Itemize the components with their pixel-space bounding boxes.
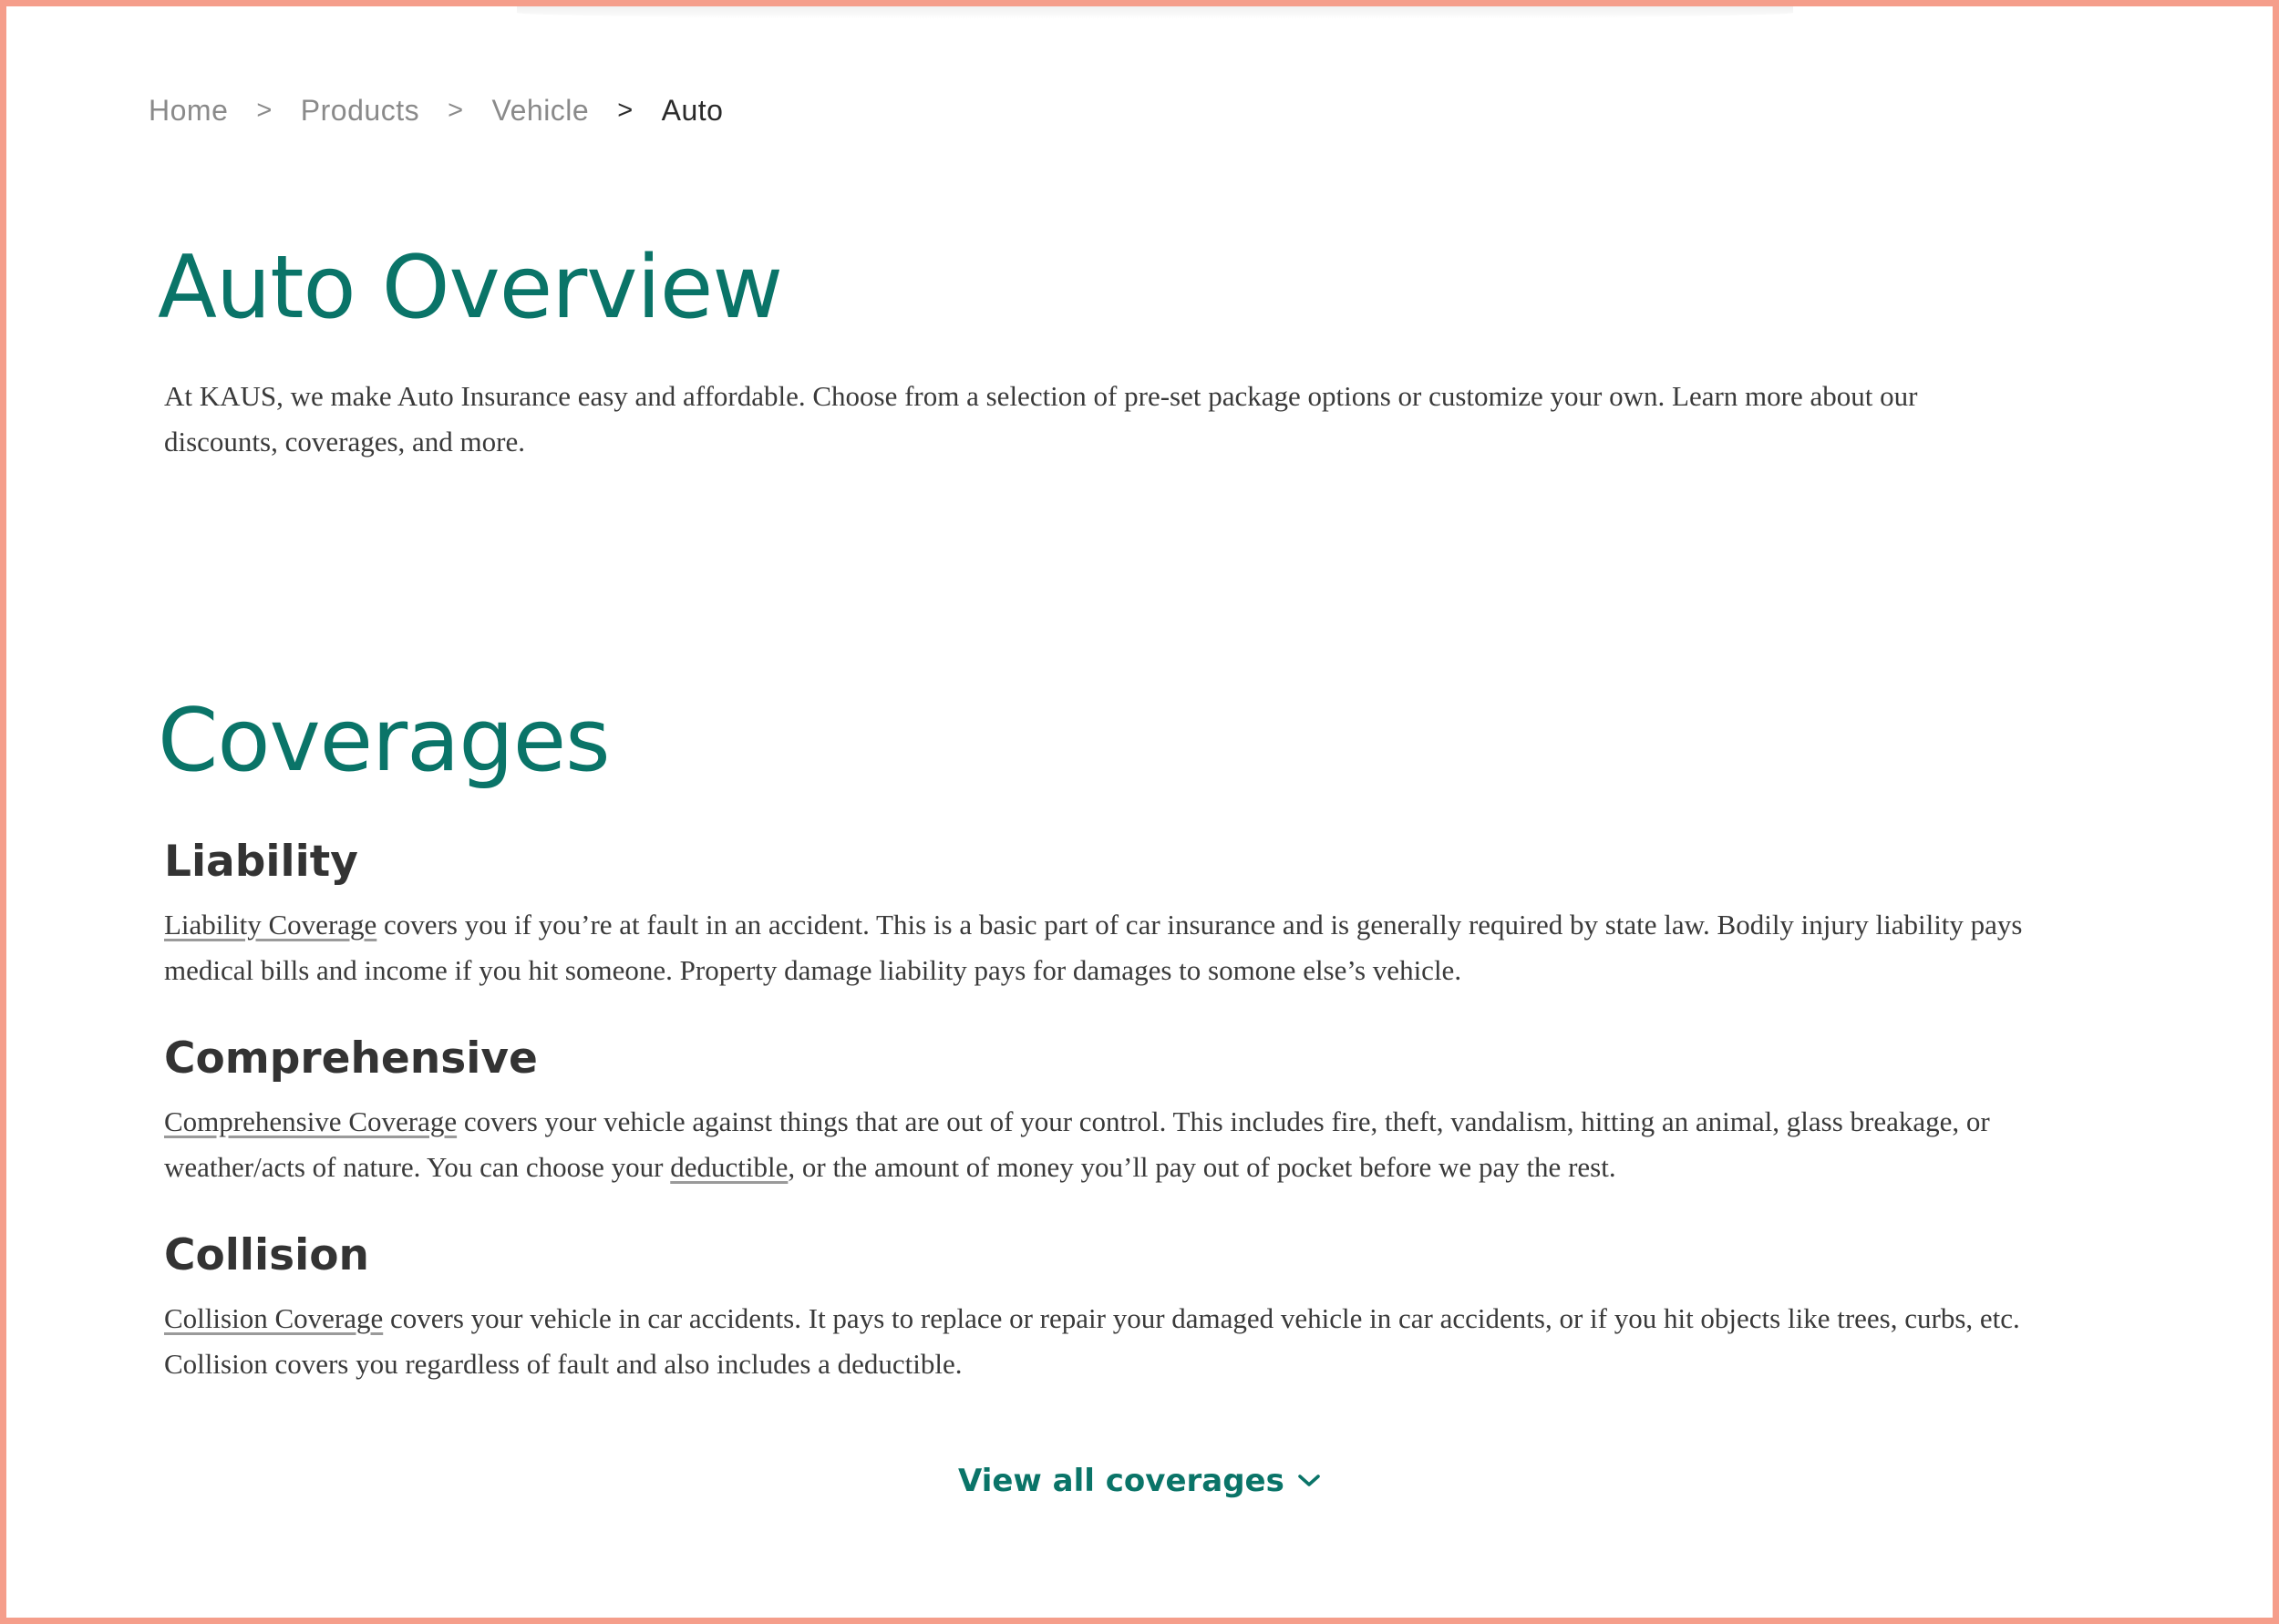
chevron-down-icon	[1297, 1473, 1321, 1489]
coverages-title: Coverages	[158, 691, 610, 791]
liability-coverage-link[interactable]: Liability Coverage	[164, 909, 377, 940]
collision-text: covers your vehicle in car accidents. It pays to replace or repair your damaged vehicle in car accidents, or if you hit objects like trees, curbs, etc. Collision covers you regardless of fault and also includes a deductible.	[164, 1302, 2020, 1380]
comprehensive-heading: Comprehensive	[164, 1033, 538, 1084]
view-all-coverages-label: View all coverages	[958, 1463, 1284, 1499]
breadcrumb-home[interactable]: Home	[149, 94, 229, 127]
breadcrumb-separator: >	[448, 96, 464, 125]
header-shadow	[517, 6, 1793, 19]
view-all-coverages-button[interactable]	[958, 1463, 1321, 1499]
liability-text: covers you if you’re at fault in an accident. This is a basic part of car insurance and is generally required by state law. Bodily injury liability pays medical bills and income if you hit someone. Property damage liability pays for damages to somone else’s vehicle.	[164, 909, 2023, 986]
page-title: Auto Overview	[158, 238, 783, 338]
deductible-link[interactable]: deductible	[670, 1151, 789, 1183]
breadcrumb-current-auto: Auto	[661, 94, 724, 127]
comprehensive-coverage-link[interactable]: Comprehensive Coverage	[164, 1105, 458, 1137]
breadcrumb-separator: >	[617, 96, 634, 125]
breadcrumb-products[interactable]: Products	[300, 94, 420, 127]
comprehensive-text-end: , or the amount of money you’ll pay out of pocket before we pay the rest.	[788, 1151, 1616, 1183]
liability-heading: Liability	[164, 837, 358, 887]
overview-intro: At KAUS, we make Auto Insurance easy and affordable. Choose from a selection of pre-set package options or customize your own. Learn more about our discounts, coverages, and more.	[164, 380, 1918, 457]
breadcrumb-separator: >	[256, 96, 273, 125]
breadcrumb	[149, 94, 723, 128]
breadcrumb-vehicle[interactable]: Vehicle	[491, 94, 590, 127]
liability-description	[164, 902, 2060, 993]
comprehensive-text: covers your vehicle against things that are out of your control. This includes fire, theft, vandalism, hitting an animal, glass breakage, or weather/acts of nature. You can choose your	[164, 1105, 1990, 1183]
comprehensive-description	[164, 1099, 2024, 1190]
collision-description	[164, 1296, 2024, 1387]
collision-heading: Collision	[164, 1230, 369, 1280]
collision-coverage-link[interactable]: Collision Coverage	[164, 1302, 384, 1334]
